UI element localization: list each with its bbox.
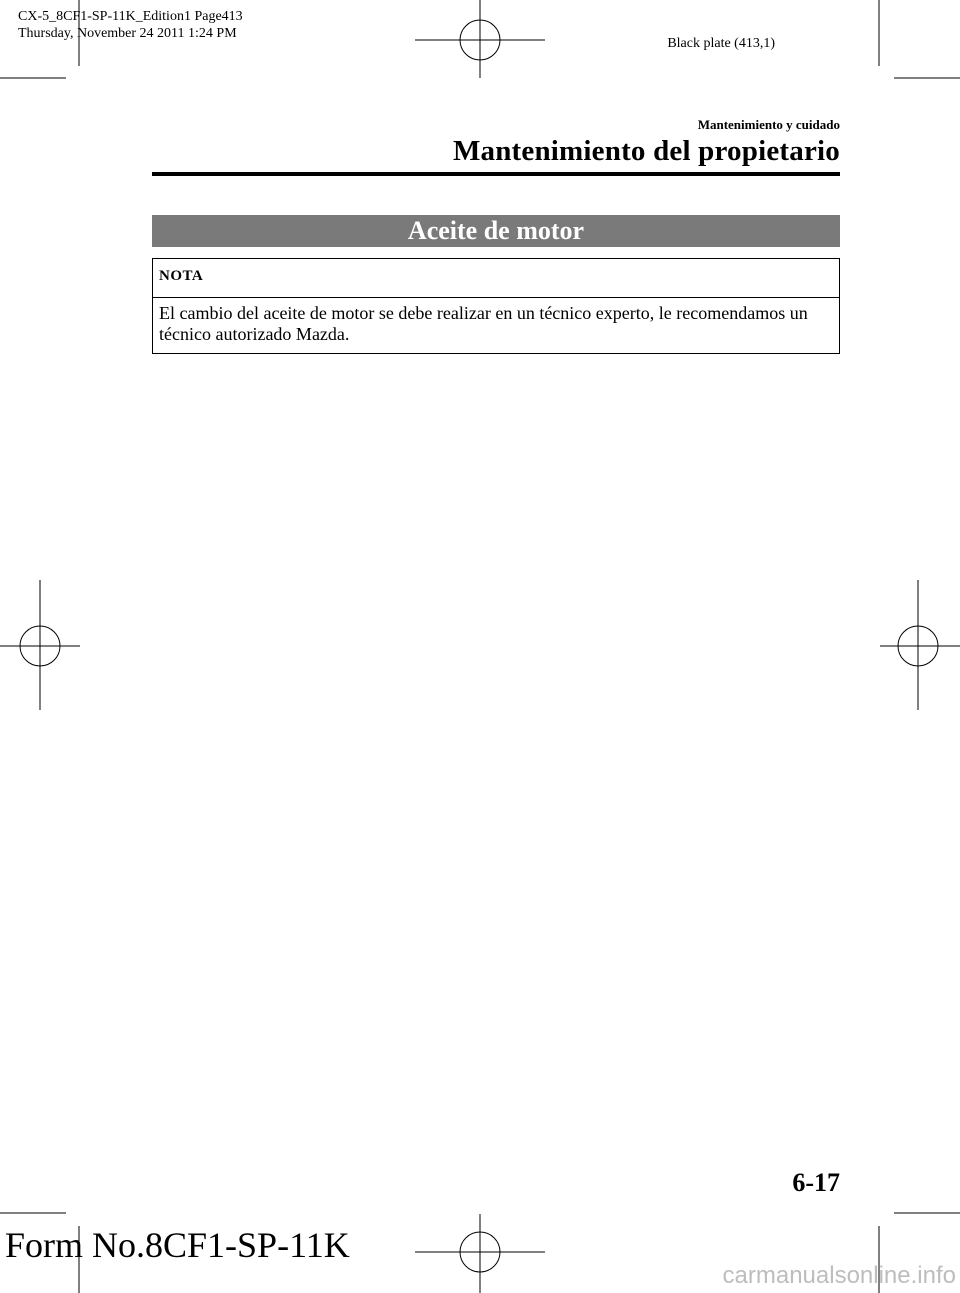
plate-label: Black plate (413,1) xyxy=(667,36,775,51)
slug-line-1: CX-5_8CF1-SP-11K_Edition1 Page413 xyxy=(18,9,243,24)
slug-line-2: Thursday, November 24 2011 1:24 PM xyxy=(18,26,237,41)
note-text: El cambio del aceite de motor se debe realizar en un técnico experto, le recomendamos un técnico autorizado Mazda. xyxy=(159,303,808,344)
note-box xyxy=(152,258,840,354)
print-slug xyxy=(18,8,243,42)
form-number: Form No.8CF1-SP-11K xyxy=(5,1225,350,1265)
note-label: NOTA xyxy=(159,268,204,284)
page-number: 6-17 xyxy=(792,1168,840,1197)
chapter-title: Mantenimiento y cuidado xyxy=(697,117,840,132)
watermark: carmanualsonline.info xyxy=(722,1262,956,1289)
header-rule xyxy=(152,172,840,176)
note-header xyxy=(153,259,839,298)
topic-heading: Aceite de motor xyxy=(152,215,840,247)
section-title: Mantenimiento del propietario xyxy=(452,135,840,167)
